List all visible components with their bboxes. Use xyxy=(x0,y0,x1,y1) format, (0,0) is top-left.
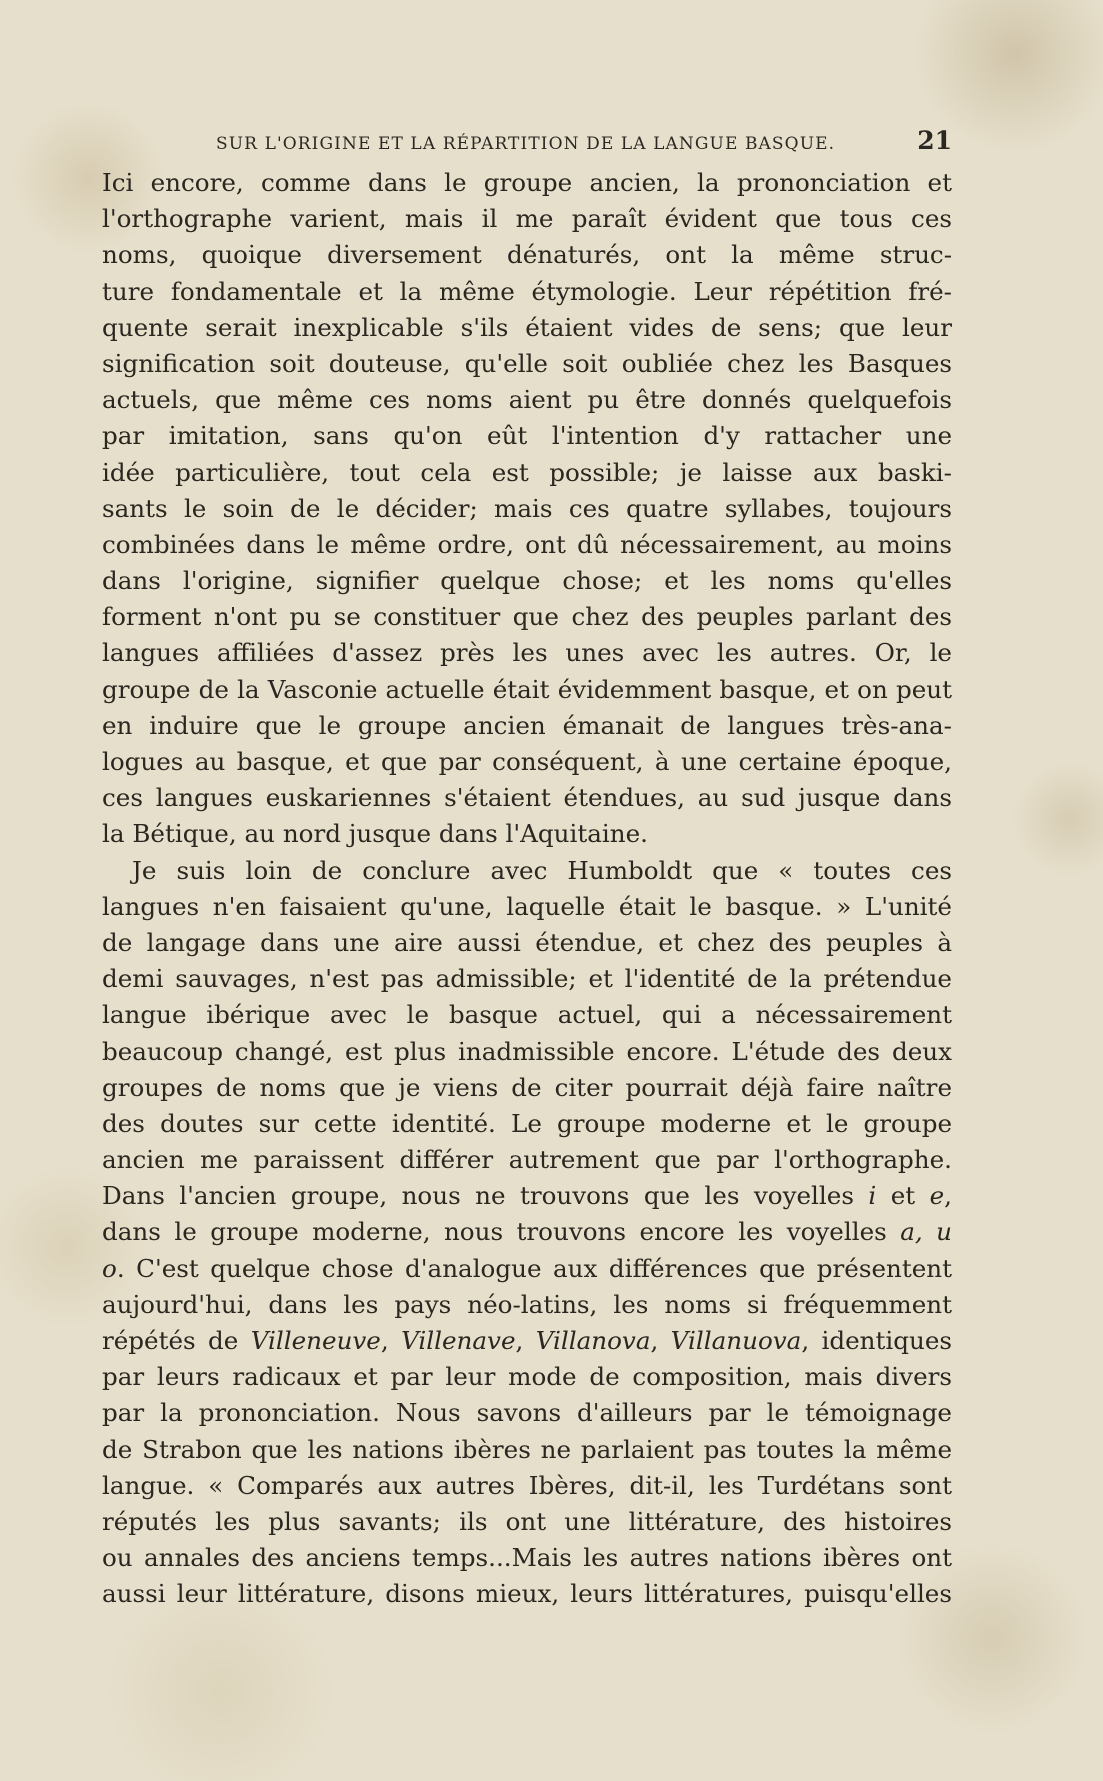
text-segment: et xyxy=(876,1181,930,1211)
text-line xyxy=(102,201,952,237)
text-line xyxy=(102,1214,952,1250)
text-segment: en induire que le groupe ancien émanait de langues très-ana- xyxy=(102,710,952,740)
text-line xyxy=(102,346,952,382)
body-text xyxy=(102,165,952,1613)
text-segment: langues affiliées d'assez près les unes avec les autres. Or, le xyxy=(102,638,952,668)
text-line xyxy=(102,780,952,816)
text-segment: répétés de xyxy=(102,1326,251,1355)
text-line xyxy=(102,1540,952,1576)
text-segment: forment n'ont pu se constituer que chez des peuples parlant des xyxy=(102,602,952,632)
text-segment: ou annales des anciens temps...Mais les autres nations ibères ont xyxy=(102,1543,952,1573)
text-segment: logues au basque, et que par conséquent, à une certaine époque, xyxy=(102,747,952,776)
text-line xyxy=(102,237,952,273)
text-segment-italic: Villanuova xyxy=(670,1326,802,1355)
text-line xyxy=(102,889,952,925)
text-line xyxy=(102,563,952,599)
text-line xyxy=(102,1251,952,1287)
text-segment: noms, quoique diversement dénaturés, ont la même struc- xyxy=(102,240,952,270)
text-segment: Je suis loin de conclure avec Humboldt que « toutes ces xyxy=(132,855,952,885)
text-segment: Ici encore, comme dans le groupe ancien, la prononciation et xyxy=(102,168,952,197)
text-line xyxy=(102,599,952,635)
text-line xyxy=(102,1034,952,1070)
text-segment: , xyxy=(515,1326,536,1355)
text-segment-italic: Villeneuve xyxy=(250,1326,381,1355)
text-line xyxy=(102,491,952,527)
text-line xyxy=(102,961,952,997)
text-line xyxy=(102,1178,952,1214)
text-line xyxy=(102,1432,952,1468)
text-segment: groupes de noms que je viens de citer pourrait déjà faire naître xyxy=(102,1072,952,1102)
text-line xyxy=(102,1106,952,1142)
running-head xyxy=(104,126,952,162)
text-line xyxy=(102,382,952,418)
text-segment: réputés les plus savants; ils ont une littérature, des histoires xyxy=(102,1506,952,1536)
text-segment-italic: i xyxy=(868,1181,877,1211)
text-segment: , xyxy=(380,1326,402,1355)
text-line xyxy=(102,1468,952,1504)
text-segment: de Strabon que les nations ibères ne parlaient pas toutes la même xyxy=(102,1434,952,1464)
text-segment: ancien me paraissent différer autrement que par l'orthographe. xyxy=(102,1145,952,1175)
text-segment-italic: Villenave xyxy=(401,1326,516,1355)
text-line xyxy=(102,672,952,708)
text-segment: dans l'origine, signifier quelque chose; et les noms qu'elles xyxy=(102,566,952,596)
text-segment: langue ibérique avec le basque actuel, qui a nécessairement xyxy=(102,1000,952,1030)
text-line xyxy=(102,1287,952,1323)
text-segment-italic: o xyxy=(102,1253,117,1283)
text-segment: , xyxy=(650,1326,671,1355)
text-segment: des doutes sur cette identité. Le groupe moderne et le groupe xyxy=(102,1108,952,1138)
text-segment: groupe de la Vasconie actuelle était évidemment basque, et on peut xyxy=(102,674,952,704)
text-line xyxy=(102,310,952,346)
text-segment: la Bétique, au nord jusque dans l'Aquitaine. xyxy=(102,819,648,849)
text-segment: , identiques xyxy=(801,1326,953,1355)
running-title: SUR L'ORIGINE ET LA RÉPARTITION DE LA LANGUE BASQUE. xyxy=(216,134,836,154)
text-segment: par la prononciation. Nous savons d'ailleurs par le témoignage xyxy=(102,1398,952,1428)
text-segment: signification soit douteuse, qu'elle soit oubliée chez les Basques xyxy=(102,348,952,378)
text-line xyxy=(102,527,952,563)
text-segment-italic: a, u xyxy=(900,1217,952,1247)
text-segment: ture fondamentale et la même étymologie. Leur répétition fré- xyxy=(102,276,952,306)
text-segment: demi sauvages, n'est pas admissible; et l'identité de la prétendue xyxy=(102,964,952,994)
text-line xyxy=(102,1576,952,1612)
text-segment: aujourd'hui, dans les pays néo-latins, les noms si fréquemment xyxy=(102,1289,952,1319)
text-line xyxy=(102,744,952,780)
text-line xyxy=(102,165,952,201)
text-line xyxy=(102,455,952,491)
text-line xyxy=(102,635,952,671)
text-segment: , xyxy=(944,1181,952,1211)
text-segment: beaucoup changé, est plus inadmissible encore. L'étude des deux xyxy=(102,1036,952,1066)
text-segment: . C'est quelque chose d'analogue aux différences que présentent xyxy=(116,1253,952,1283)
text-segment: de langage dans une aire aussi étendue, et chez des peuples à xyxy=(102,927,952,957)
text-line xyxy=(102,853,952,889)
text-segment: combinées dans le même ordre, ont dû nécessairement, au moins xyxy=(102,529,952,559)
text-line xyxy=(102,997,952,1033)
text-line xyxy=(102,1359,952,1395)
text-segment: langue. « Comparés aux autres Ibères, dit-il, les Turdétans sont xyxy=(102,1470,952,1500)
text-segment: Dans l'ancien groupe, nous ne trouvons que les voyelles xyxy=(102,1181,869,1211)
text-segment: ces langues euskariennes s'étaient étendues, au sud jusque dans xyxy=(102,783,952,813)
text-segment: quente serait inexplicable s'ils étaient vides de sens; que leur xyxy=(102,312,952,342)
page-number: 21 xyxy=(917,126,952,155)
text-line xyxy=(102,1395,952,1431)
text-segment: l'orthographe varient, mais il me paraît évident que tous ces xyxy=(102,204,952,234)
text-line xyxy=(102,418,952,454)
text-segment: par leurs radicaux et par leur mode de composition, mais divers xyxy=(102,1362,952,1392)
text-line xyxy=(102,274,952,310)
text-line xyxy=(102,1070,952,1106)
text-segment: par imitation, sans qu'on eût l'intention d'y rattacher une xyxy=(102,421,952,451)
text-line xyxy=(102,1323,952,1359)
text-segment: idée particulière, tout cela est possible; je laisse aux baski- xyxy=(102,457,952,487)
text-line xyxy=(102,925,952,961)
text-segment-italic: Villanova xyxy=(535,1326,651,1355)
text-segment: sants le soin de le décider; mais ces quatre syllabes, toujours xyxy=(102,493,952,523)
text-segment: dans le groupe moderne, nous trouvons encore les voyelles xyxy=(102,1217,901,1247)
text-segment: langues n'en faisaient qu'une, laquelle était le basque. » L'unité xyxy=(102,891,952,921)
text-segment-italic: e xyxy=(929,1181,945,1211)
text-segment: aussi leur littérature, disons mieux, leurs littératures, puisqu'elles xyxy=(102,1579,952,1609)
text-line xyxy=(102,1504,952,1540)
text-segment: actuels, que même ces noms aient pu être donnés quelquefois xyxy=(102,385,952,415)
text-line xyxy=(102,708,952,744)
text-line xyxy=(102,816,952,852)
text-line xyxy=(102,1142,952,1178)
